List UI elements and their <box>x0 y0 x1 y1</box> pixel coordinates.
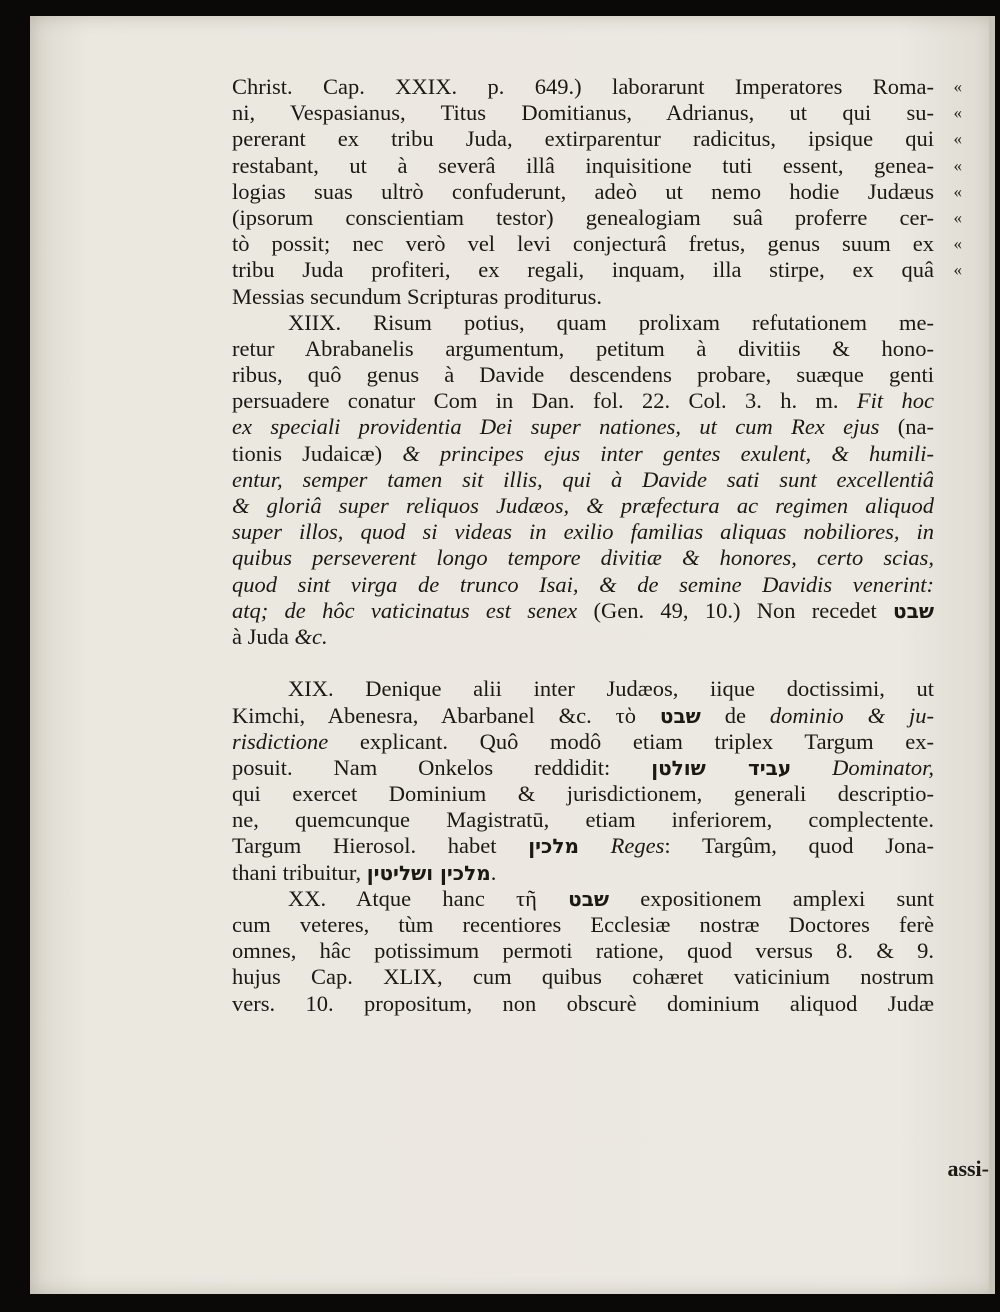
text-line <box>232 807 954 833</box>
text-line <box>232 74 962 100</box>
italic-text: atq; de hôc vaticinatus est senex <box>232 597 578 623</box>
text-segment: pererant ex tribu Juda, extirparentur radicitus, ipsique qui <box>232 126 934 152</box>
text-line <box>232 991 954 1017</box>
quotation-mark: « <box>953 77 962 96</box>
text-segment: de <box>700 702 770 728</box>
text-segment: XIIX. Risum potius, quam prolixam refutationem me- <box>288 309 934 335</box>
text-line <box>232 441 954 467</box>
text-line <box>232 152 962 179</box>
quotation-mark: « <box>953 260 962 280</box>
text-segment <box>791 755 832 780</box>
italic-text: entur, semper tamen sit illis, qui à Davide sati sunt excellentiâ <box>232 466 934 492</box>
text-segment: XX. Atque hanc τῆ <box>288 885 569 911</box>
quotation-mark: « <box>953 234 962 254</box>
book-page <box>30 16 995 1294</box>
text-line <box>232 231 962 257</box>
text-segment: XIX. Denique alii inter Judæos, iique doctissimi, ut <box>288 676 934 702</box>
text-line <box>232 938 954 964</box>
hebrew-text: שבט <box>659 703 701 728</box>
text-segment: . <box>490 859 497 885</box>
text-segment: ni, Vespasianus, Titus Domitianus, Adrianus, ut qui su- <box>232 100 934 126</box>
hebrew-text: שבט <box>893 598 934 623</box>
italic-text: & gloriâ super reliquos Judæos, & præfectura ac regimen aliquod <box>232 493 934 518</box>
quotation-mark: « <box>953 129 962 149</box>
text-segment <box>579 833 611 858</box>
text-line <box>232 886 954 912</box>
text-segment: explicant. Quô modô etiam triplex Targum ex- <box>328 728 934 754</box>
text-line <box>232 860 954 886</box>
text-line <box>232 204 962 231</box>
text-segment: (na- <box>879 414 934 440</box>
text-line <box>232 598 954 624</box>
text-line <box>232 519 954 545</box>
hebrew-text: עביד שולטן <box>651 755 792 780</box>
text-segment: : Targûm, quod Jona- <box>664 833 935 859</box>
page-edge <box>989 16 995 1294</box>
text-segment: Messias secundum Scripturas proditurus. <box>232 283 602 309</box>
text-segment: tionis Judaicæ) <box>232 440 403 466</box>
quotation-mark: « <box>953 155 962 175</box>
italic-text: super illos, quod si videas in exilio familias aliquas nobiliores, in <box>232 519 934 545</box>
text-line <box>232 781 954 807</box>
text-segment: hujus Cap. XLIX, cum quibus cohæret vaticinium nostrum <box>232 964 934 990</box>
hebrew-text: מלכין ושליטין <box>366 860 491 885</box>
text-segment: ribus, quô genus à Davide descendens probare, suæque genti <box>232 362 934 388</box>
italic-text: risdictione <box>232 728 329 754</box>
italic-text: & principes ejus inter gentes exulent, & humili- <box>402 440 935 466</box>
text-segment: qui exercet Dominium & jurisdictionem, generali descriptio- <box>232 781 934 807</box>
hebrew-text: שבט <box>568 886 610 911</box>
text-segment: vers. 10. propositum, non obscurè dominium aliquod Judæ <box>232 990 934 1016</box>
text-line <box>232 676 954 702</box>
text-line <box>232 493 954 519</box>
text-segment: cum veteres, tùm recentiores Ecclesiæ nostræ Doctores ferè <box>232 912 934 937</box>
text-segment: expositionem amplexi sunt <box>609 885 934 911</box>
text-line <box>232 284 954 310</box>
text-segment: persuadere conatur Com in Dan. fol. 22. Col. 3. h. m. <box>232 388 857 414</box>
text-line <box>232 126 962 152</box>
text-line <box>232 964 954 990</box>
italic-text: Fit hoc <box>856 388 935 414</box>
text-segment: (ipsorum conscientiam testor) genealogiam suâ proferre cer- <box>232 204 934 230</box>
blank-line <box>232 650 954 676</box>
text-line <box>232 362 954 388</box>
text-line <box>232 703 954 729</box>
text-segment: Targum Hierosol. habet <box>232 833 529 859</box>
text-segment: logias suas ultrò confuderunt, adeò ut nemo hodie Judæus <box>232 178 934 204</box>
italic-text: ex speciali providentia Dei super nationes, ut cum Rex ejus <box>232 414 880 440</box>
italic-text: quod sint virga de trunco Isai, & de semine Davidis venerint: <box>232 571 934 597</box>
text-block <box>232 74 962 1017</box>
text-line <box>232 336 954 362</box>
text-segment: posuit. Nam Onkelos reddidit: <box>232 754 652 780</box>
text-segment: thani tribuitur, <box>232 859 367 885</box>
catchword: assi- <box>947 1156 989 1181</box>
italic-text: quibus perseverent longo tempore divitiæ & honores, certo scias, <box>232 545 934 571</box>
text-line <box>232 467 954 493</box>
text-line <box>232 912 954 938</box>
text-segment: tribu Juda profiteri, ex regali, inquam, illa stirpe, ex quâ <box>232 257 934 283</box>
quotation-mark: « <box>953 207 962 227</box>
text-line <box>232 178 962 205</box>
text-segment: restabant, ut à severâ illâ inquisitione tuti essent, genea- <box>232 152 934 178</box>
text-line <box>232 755 954 781</box>
text-line <box>232 100 962 126</box>
text-line <box>232 414 954 440</box>
italic-text: dominio & ju- <box>769 702 934 728</box>
text-line <box>232 833 954 859</box>
italic-text: Dominator, <box>832 754 934 780</box>
text-segment: retur Abrabanelis argumentum, petitum à divitiis & hono- <box>232 335 934 361</box>
hebrew-text: מלכין <box>528 834 579 859</box>
text-line <box>232 388 954 414</box>
text-line <box>232 729 954 755</box>
italic-text: Reges <box>610 833 665 859</box>
text-line <box>232 545 954 571</box>
text-segment: (Gen. 49, 10.) Non recedet <box>577 597 894 623</box>
quotation-mark: « <box>953 103 962 123</box>
text-segment: Christ. Cap. XXIX. p. 649.) laborarunt Imperatores Roma- <box>232 74 934 99</box>
text-segment: tò possit; nec verò vel levi conjecturâ fretus, genus suum ex <box>232 231 934 257</box>
quotation-mark: « <box>953 181 962 201</box>
text-segment: ne, quemcunque Magistratū, etiam inferiorem, complectente. <box>232 807 934 833</box>
text-line <box>232 572 954 598</box>
text-line <box>232 257 962 283</box>
text-segment: Kimchi, Abenesra, Abarbanel &c. τὸ <box>232 702 660 728</box>
text-segment: à Juda <box>232 623 295 649</box>
italic-text: &c. <box>294 623 328 649</box>
text-line <box>232 310 954 336</box>
text-line <box>232 624 954 650</box>
text-segment: omnes, hâc potissimum permoti ratione, quod versus 8. & 9. <box>232 938 934 964</box>
